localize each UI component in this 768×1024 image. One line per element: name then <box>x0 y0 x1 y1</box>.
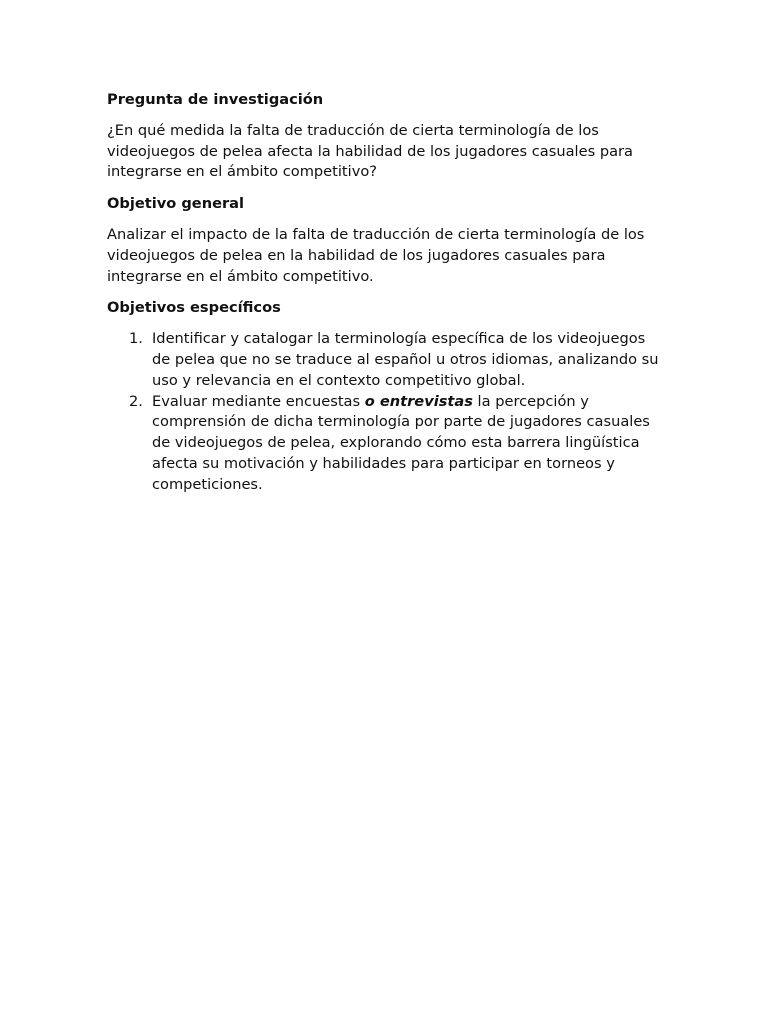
list-item-number: 2. <box>129 392 143 410</box>
list-item-text-before: Evaluar mediante encuestas <box>152 392 365 410</box>
list-item-emphasis: o entrevistas <box>364 392 473 410</box>
general-objective-text: Analizar el impacto de la falta de traducción de cierta terminología de los videojuegos de pelea en la habilidad de los jugadores casuales para integrarse en el ámbito competitivo. <box>107 225 645 285</box>
list-item-text <box>152 393 650 493</box>
list-item <box>107 329 667 391</box>
research-question-heading: Pregunta de investigación <box>107 91 324 108</box>
specific-objectives-list <box>107 329 667 495</box>
general-objective-heading: Objetivo general <box>107 195 245 213</box>
research-question-text: ¿En qué medida la falta de traducción de cierta terminología de los videojuegos de pelea afecta la habilidad de los jugadores casuales para integrarse en el ámbito competitivo? <box>107 121 633 181</box>
document-page <box>107 90 667 496</box>
list-item-text-after: la percepción y comprensión de dicha terminología por parte de jugadores casuales de videojuegos de pelea, explorando cómo esta barrera lingüística afecta su motivación y habilidades para participar en torneos y competiciones. <box>152 392 650 493</box>
list-item-number: 1. <box>129 330 143 348</box>
specific-objectives-heading: Objetivos específicos <box>107 299 281 317</box>
list-item-text: Identificar y catalogar la terminología específica de los videojuegos de pelea que no se traduce al español u otros idiomas, analizando su uso y relevancia en el contexto competitivo global. <box>152 330 659 389</box>
list-item <box>107 392 667 496</box>
